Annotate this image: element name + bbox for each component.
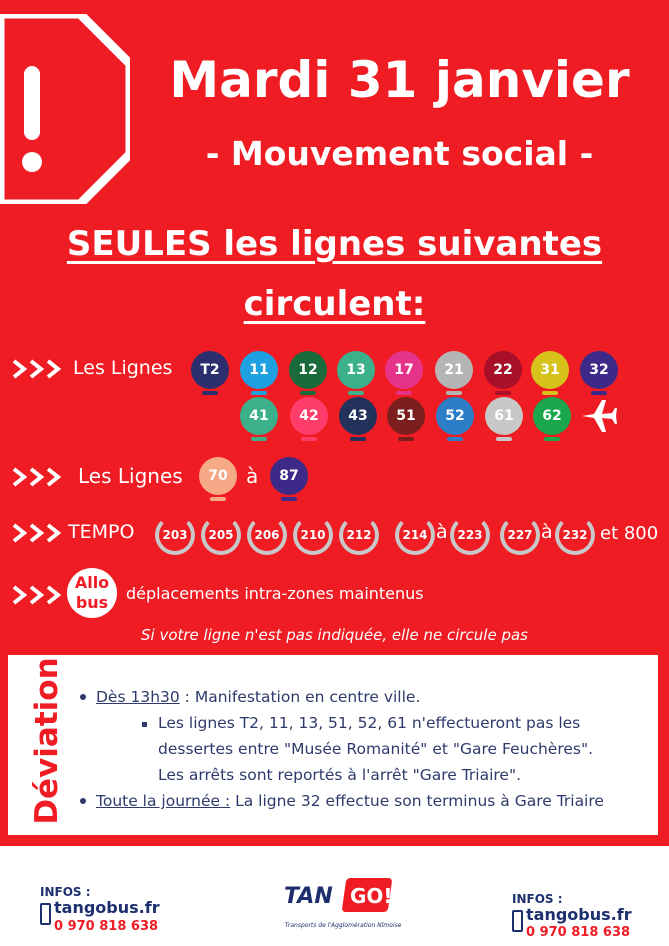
page-title: Mardi 31 janvier xyxy=(169,51,630,109)
headline-line-1: SEULES les lignes suivantes xyxy=(66,224,603,264)
deviation-item-1: Dès 13h30 : Manifestation en centre ville. xyxy=(96,688,421,706)
range-separator: à xyxy=(246,464,259,488)
tempo-badge: 205 xyxy=(201,515,241,555)
tempo-badge: 232 xyxy=(555,515,595,555)
line-badge-t2: T2 xyxy=(191,351,229,389)
line-badge-43: 43 xyxy=(339,397,377,435)
triple-chevron-icon xyxy=(12,584,64,606)
footer-infos-right: INFOS : tangobus.fr 0 970 818 638 xyxy=(512,892,632,940)
deviation-box xyxy=(8,655,658,835)
deviation-sub-line-3: Les arrêts sont reportés à l'arrêt "Gare Triaire". xyxy=(158,766,522,784)
deviation-label: Déviation xyxy=(29,657,65,825)
tempo-badge: 227 xyxy=(500,515,540,555)
line-badge-32: 32 xyxy=(580,351,618,389)
tempo-badge: 214 xyxy=(395,515,435,555)
triple-chevron-icon xyxy=(12,358,64,380)
line-badge-17: 17 xyxy=(385,351,423,389)
line-badge-62: 62 xyxy=(533,397,571,435)
phone-number: 0 970 818 638 xyxy=(54,919,159,934)
triple-chevron-icon xyxy=(12,466,64,488)
phone-icon xyxy=(512,910,523,932)
line-badge-70: 70 xyxy=(199,457,237,495)
deviation-item-2: Toute la journée : La ligne 32 effectue son terminus à Gare Triaire xyxy=(96,792,604,810)
line-badge-11: 11 xyxy=(240,351,278,389)
allobus-logo: Allo bus xyxy=(67,568,117,618)
line-badge-61: 61 xyxy=(485,397,523,435)
tempo-extra: et 800 xyxy=(600,523,659,544)
deviation-sub-line-2: dessertes entre "Musée Romanité" et "Gare Feuchères". xyxy=(158,740,594,758)
bullet-icon xyxy=(80,798,86,804)
line-badge-52: 52 xyxy=(436,397,474,435)
line-badge-13: 13 xyxy=(337,351,375,389)
line-badge-51: 51 xyxy=(387,397,425,435)
website-link: tangobus.fr xyxy=(526,905,632,924)
line-badge-41: 41 xyxy=(240,397,278,435)
warning-stop-icon xyxy=(0,14,130,204)
tempo-badge: 212 xyxy=(339,515,379,555)
bullet-icon xyxy=(80,694,86,700)
line-badge-31: 31 xyxy=(531,351,569,389)
tempo-label: TEMPO xyxy=(68,521,135,543)
line-badge-22: 22 xyxy=(484,351,522,389)
tempo-separator: à xyxy=(436,521,448,543)
tempo-badge: 223 xyxy=(450,515,490,555)
allobus-text: déplacements intra-zones maintenus xyxy=(126,584,424,603)
square-bullet-icon xyxy=(142,722,147,727)
tempo-badge: 206 xyxy=(247,515,287,555)
tempo-badge: 210 xyxy=(293,515,333,555)
phone-number: 0 970 818 638 xyxy=(526,925,631,940)
notice-text: Si votre ligne n'est pas indiquée, elle ne circule pas xyxy=(140,626,528,644)
deviation-sub-line-1: Les lignes T2, 11, 13, 51, 52, 61 n'effectueront pas les xyxy=(158,714,581,732)
line-badge-12: 12 xyxy=(289,351,327,389)
tango-logo: TAN GO! Transports de l'Agglomération Nîmoise xyxy=(278,870,408,940)
tempo-badge: 203 xyxy=(155,515,195,555)
line-badge-21: 21 xyxy=(435,351,473,389)
triple-chevron-icon xyxy=(12,522,64,544)
line-badge-87: 87 xyxy=(270,457,308,495)
airplane-icon xyxy=(578,394,618,434)
tempo-separator: à xyxy=(541,521,553,543)
headline-line-2: circulent: xyxy=(243,284,426,324)
footer-infos-left: INFOS : tangobus.fr 0 970 818 638 xyxy=(40,885,160,934)
page-subtitle: - Mouvement social - xyxy=(205,134,594,173)
phone-icon xyxy=(40,903,51,925)
website-link: tangobus.fr xyxy=(54,898,160,917)
lines-label: Les Lignes xyxy=(73,357,173,379)
line-badge-42: 42 xyxy=(290,397,328,435)
range-label: Les Lignes xyxy=(78,464,183,488)
